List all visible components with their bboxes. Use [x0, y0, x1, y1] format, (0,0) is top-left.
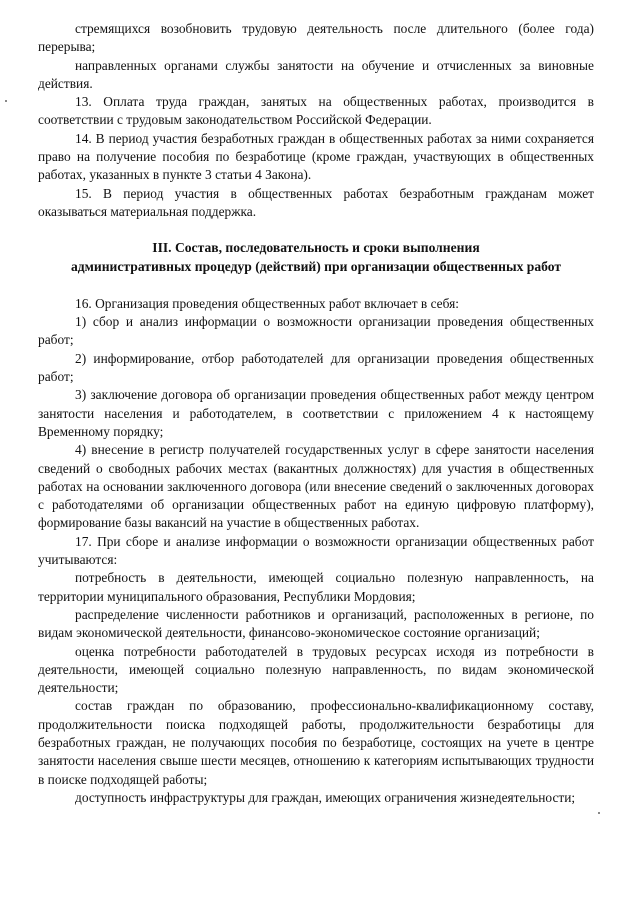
paragraph: оценка потребности работодателей в трудовых ресурсах исходя из потребности в деятельности, имеющей социально полезную направленность, по видам экономической деятельности;	[38, 643, 594, 696]
paragraph: 13. Оплата труда граждан, занятых на общественных работах, производится в соответствии с трудовым законодательством Российской Федерации.	[38, 94, 594, 128]
paragraph: 16. Организация проведения общественных работ включает в себя:	[75, 295, 459, 311]
section-heading-line-2: административных процедур (действий) при организации общественных работ	[70, 258, 562, 274]
paragraph: 3) заключение договора об организации проведения общественных работ между центром занятости населения и работодателем, в соответствии с приложением 4 к настоящему Временному порядку;	[38, 387, 594, 439]
paragraph: состав граждан по образованию, профессионально-квалификационному составу, продолжительности поиска подходящей работы, продолжительности безработицы для безработных граждан, не получающих пособия по безработице, состоящих на учете в центре занятости населения свыше шести месяцев, отношению к категориям испытывающих трудности в поиске подходящей работы;	[38, 698, 594, 787]
paragraphs-bottom	[38, 295, 594, 807]
paragraph: 2) информирование, отбор работодателей для организации проведения общественных работ;	[38, 350, 594, 385]
section-heading	[38, 239, 594, 276]
paragraph: 14. В период участия безработных граждан в общественных работах за ними сохраняется право на получение пособия по безработице (кроме граждан, участвующих в общественных работах, указанных в пункте 3 статьи 4 Закона).	[38, 130, 594, 183]
scan-speck	[5, 100, 7, 102]
paragraph: 4) внесение в регистр получателей государственных услуг в сфере занятости населения сведений о свободных рабочих местах (вакантных должностях) для участия в общественных работах на основании заключенного договора (или внесение сведений о заключенных договорах с работодателями об организации общественных работ на единую цифровую платформу), формирование базы вакансий на участие в общественных работах.	[38, 442, 594, 531]
paragraph: 17. При сборе и анализе информации о возможности организации общественных работ учитываются:	[38, 533, 594, 568]
paragraph: распределение численности работников и организаций, расположенных в регионе, по видам экономической деятельности, финансово-экономическое состояние организаций;	[38, 606, 594, 641]
document-page	[38, 20, 594, 807]
paragraph: 15. В период участия в общественных работах безработным гражданам может оказываться материальная поддержка.	[38, 185, 594, 219]
paragraph: стремящихся возобновить трудовую деятельность после длительного (более года) перерыва;	[38, 21, 594, 55]
paragraph: доступность инфраструктуры для граждан, имеющих ограничения жизнедеятельности;	[75, 789, 576, 805]
paragraph: потребность в деятельности, имеющей социально полезную направленность, на территории муниципального образования, Республики Мордовия;	[38, 570, 594, 604]
paragraph: 1) сбор и анализ информации о возможности организации проведения общественных работ;	[38, 314, 594, 348]
section-heading-line-1: III. Состав, последовательность и сроки выполнения	[152, 240, 480, 256]
scan-speck	[598, 812, 600, 814]
paragraph: направленных органами службы занятости на обучение и отчисленных за виновные действия.	[38, 57, 594, 91]
paragraphs-top	[38, 20, 594, 221]
